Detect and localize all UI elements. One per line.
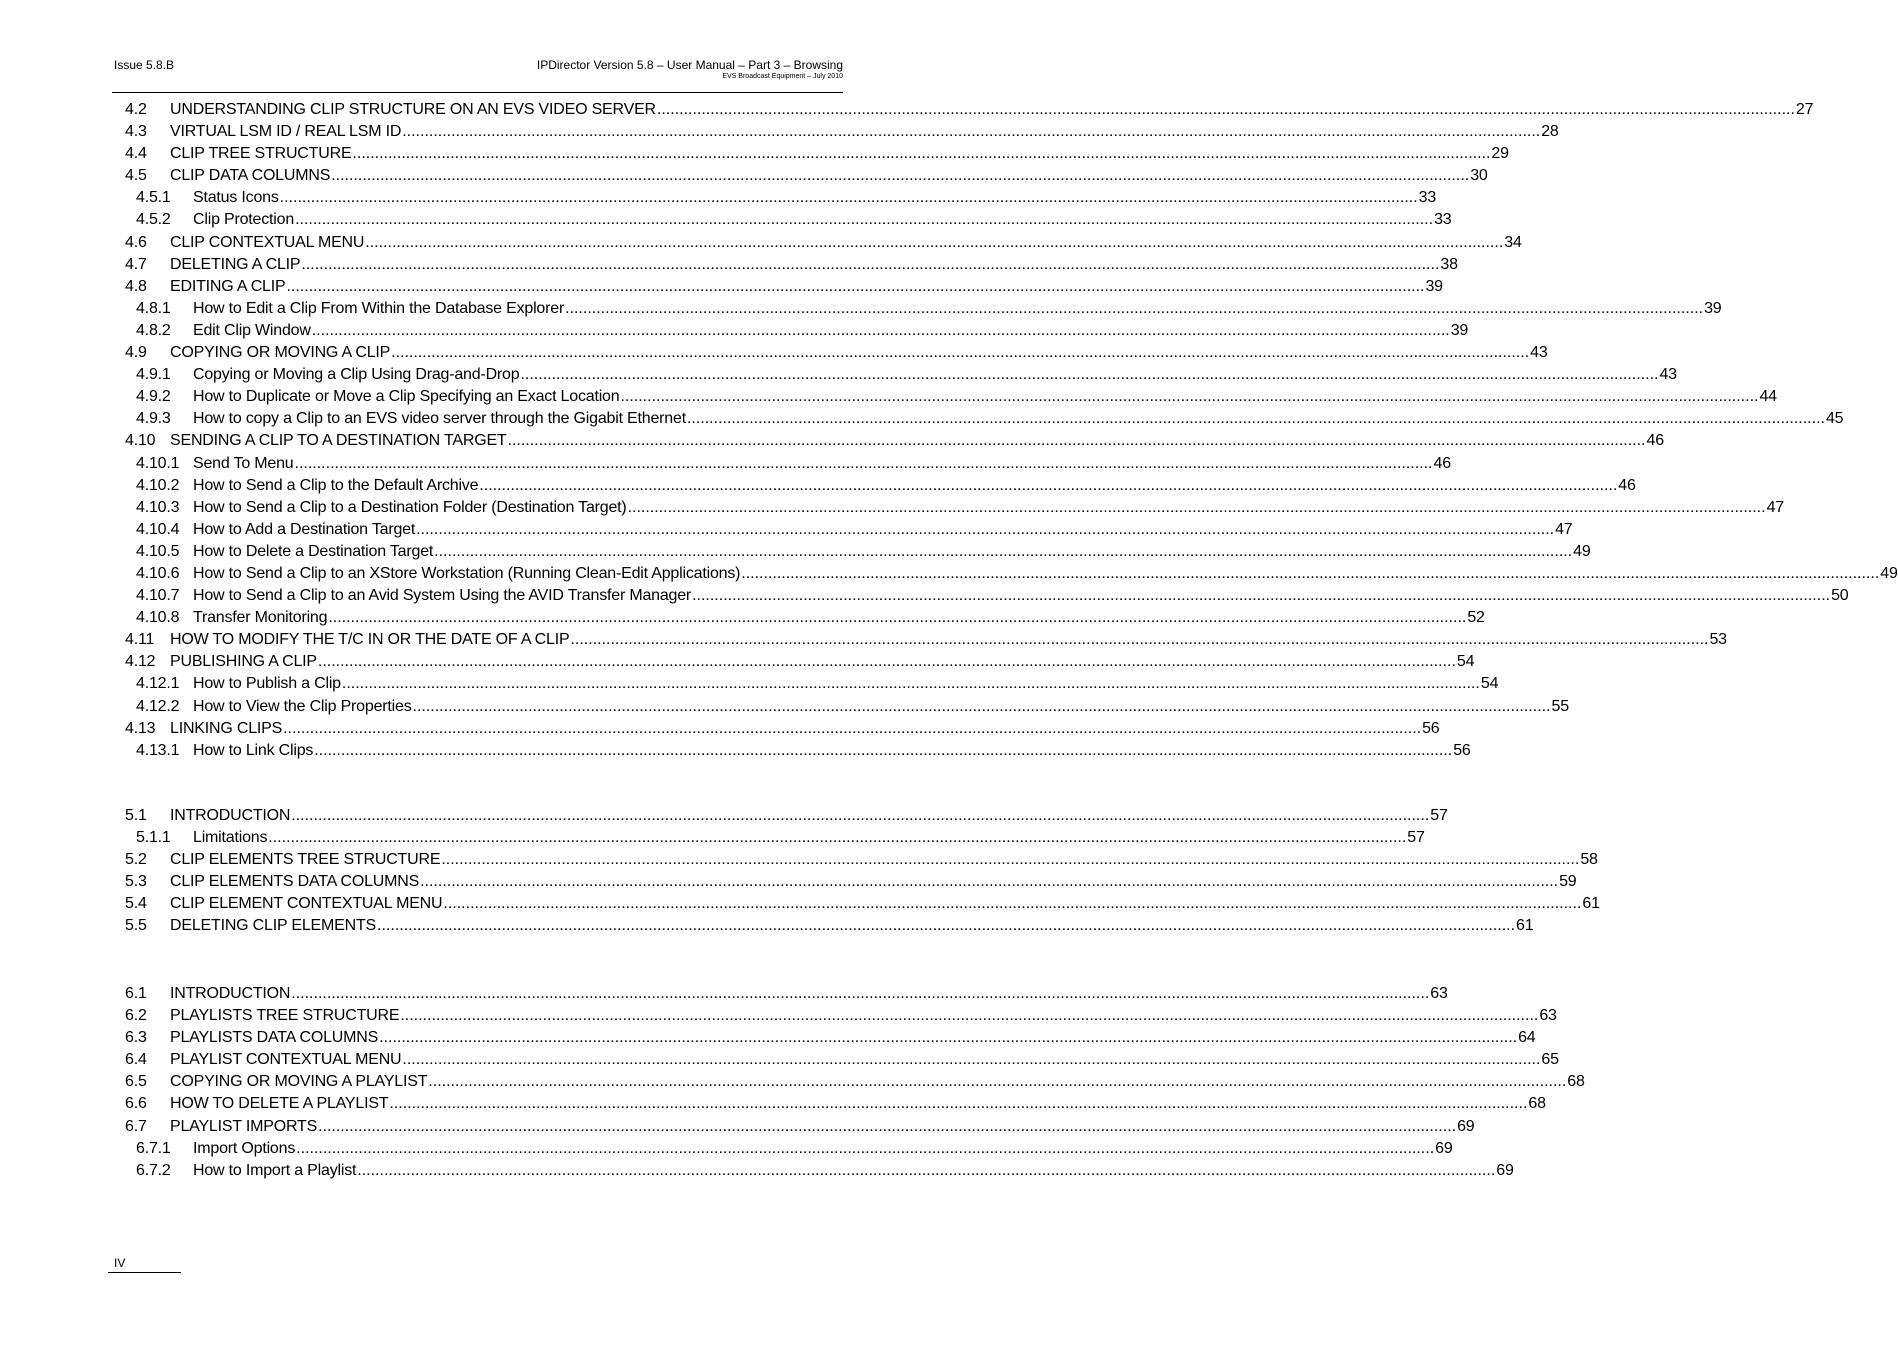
toc-entry-page: 39 [1704,299,1722,317]
toc-entry-page: 59 [1559,873,1577,891]
toc-dot-leader [565,300,1703,318]
toc-entry-number: 4.6 [125,233,147,251]
toc-entry-page: 39 [1450,321,1469,339]
toc-entry-page: 33 [1418,189,1437,207]
toc-dot-leader [328,609,1466,627]
toc-entry-page: 58 [1580,851,1598,869]
toc-entry-number: 4.4 [125,145,147,163]
toc-entry[interactable] [125,653,1475,675]
toc-entry-number: 6.7.2 [136,1161,171,1179]
toc-entry-page: 63 [1539,1007,1557,1025]
toc-entry-page: 49 [1880,564,1898,582]
toc-entry-number: 4.9.2 [136,388,171,406]
toc-entry-number: 4.10.5 [136,542,180,560]
toc-entry-page: 44 [1759,388,1777,406]
toc-entry[interactable] [125,1117,1475,1140]
toc-entry-title: EDITING A CLIP [170,277,286,295]
toc-entry-title: HOW TO MODIFY THE T/C IN OR THE DATE OF A CLIP [170,631,570,649]
toc-entry-title: PLAYLIST IMPORTS [170,1117,318,1135]
toc-entry-title: LINKING CLIPS [170,719,283,737]
toc-section-5 [125,807,1600,940]
toc-dot-leader [416,521,1554,539]
toc-entry-page: 69 [1435,1139,1453,1157]
toc-entry-page: 53 [1709,631,1727,649]
toc-dot-leader [391,344,1529,362]
toc-entry-number: 6.7 [125,1117,147,1135]
toc-entry[interactable] [125,189,1437,211]
toc-entry-page: 50 [1831,587,1849,605]
toc-entry-page: 39 [1425,277,1443,295]
toc-entry-title: VIRTUAL LSM ID / REAL LSM ID [170,123,402,141]
toc-dot-leader [318,653,1456,671]
footer-rule [108,1272,181,1273]
toc-dot-leader [352,145,1490,163]
toc-entry-number: 4.10.3 [136,498,180,516]
toc-entry-page: 61 [1516,917,1534,935]
toc-entry-title: COPYING OR MOVING A PLAYLIST [170,1073,428,1091]
toc-dot-leader [295,211,1433,229]
toc-entry[interactable] [125,807,1448,829]
toc-dot-leader [741,565,1879,583]
toc-entry[interactable] [125,145,1509,167]
toc-entry-title: How to Add a Destination Target [193,520,416,538]
toc-entry-page: 68 [1567,1073,1585,1091]
footer-page-number: IV [114,1256,126,1270]
toc-entry[interactable] [125,344,1548,366]
toc-dot-leader [692,587,1830,605]
toc-entry-number: 4.12.2 [136,697,180,715]
toc-entry-title: Clip Protection [193,211,295,229]
toc-entry[interactable] [125,587,1849,609]
toc-entry[interactable] [125,1029,1536,1051]
toc-entry-page: 27 [1795,101,1814,118]
toc-entry-title: CLIP ELEMENT CONTEXTUAL MENU [170,895,443,913]
toc-entry[interactable] [125,985,1448,1007]
toc-entry-page: 54 [1456,653,1475,671]
toc-dot-leader [389,1095,1527,1113]
toc-dot-leader [291,807,1429,825]
toc-dot-leader [342,675,1480,693]
toc-entry[interactable] [125,1161,1514,1184]
toc-entry-number: 5.2 [125,851,147,869]
toc-dot-leader [312,322,1450,340]
toc-entry[interactable] [125,476,1636,499]
toc-entry-page: 69 [1457,1117,1475,1135]
toc-entry-number: 4.12 [125,653,156,671]
toc-dot-leader [479,477,1617,495]
toc-entry-page: 46 [1618,476,1636,494]
toc-entry[interactable] [125,498,1784,521]
toc-entry-page: 56 [1453,741,1471,759]
toc-entry[interactable] [125,1051,1559,1073]
toc-entry-title: How to Link Clips [193,741,314,759]
toc-entry-number: 6.4 [125,1051,147,1069]
toc-entry-page: 45 [1825,410,1844,428]
toc-dot-leader [291,985,1429,1003]
toc-entry-number: 4.13.1 [136,741,180,759]
toc-entry-page: 65 [1541,1051,1559,1069]
toc-entry-page: 61 [1582,895,1600,913]
toc-entry-title: PLAYLISTS DATA COLUMNS [170,1029,379,1047]
toc-entry[interactable] [125,697,1569,720]
toc-entry-page: 47 [1555,520,1573,538]
toc-dot-leader [420,873,1558,891]
toc-entry-title: CLIP TREE STRUCTURE [170,145,352,163]
toc-entry-title: How to copy a Clip to an EVS video server through the Gigabit Ethernet [193,410,686,428]
toc-entry-number: 4.7 [125,255,147,273]
toc-entry-number: 4.8.1 [136,299,171,317]
toc-dot-leader [400,1007,1538,1025]
toc-dot-leader [402,123,1540,141]
toc-entry-title: Copying or Moving a Clip Using Drag-and-Drop [193,366,520,384]
toc-entry-title: UNDERSTANDING CLIP STRUCTURE ON AN EVS VIDEO SERVER [170,101,656,118]
toc-entry-title: CLIP CONTEXTUAL MENU [170,233,365,251]
toc-entry[interactable] [125,321,1469,344]
toc-entry[interactable] [125,609,1485,631]
toc-entry[interactable] [125,233,1522,256]
toc-entry[interactable] [125,829,1425,851]
header-document-title: IPDirector Version 5.8 – User Manual – Part 3 – Browsing [536,58,843,72]
toc-dot-leader [628,499,1766,517]
toc-dot-leader [331,167,1469,185]
toc-entry-title: Send To Menu [193,454,294,472]
toc-entry-page: 29 [1491,145,1509,163]
toc-entry-number: 5.1 [125,807,147,824]
header-title-block [537,58,843,82]
toc-entry-number: 4.10.1 [136,454,180,472]
toc-entry-title: SENDING A CLIP TO A DESTINATION TARGET [170,432,507,450]
toc-entry-title: How to Publish a Clip [193,675,341,693]
toc-entry-page: 38 [1440,255,1458,273]
toc-dot-leader [280,189,1418,207]
toc-entry[interactable] [125,873,1577,895]
toc-entry-page: 57 [1407,829,1425,847]
toc-entry[interactable] [125,851,1598,873]
toc-entry-title: How to Delete a Destination Target [193,542,434,560]
toc-entry-page: 43 [1530,344,1548,362]
toc-entry-title: INTRODUCTION [170,985,291,1002]
toc-dot-leader [301,256,1439,274]
toc-entry-page: 63 [1430,985,1448,1002]
toc-entry-number: 6.3 [125,1029,147,1047]
toc-entry-page: 30 [1470,167,1488,185]
toc-entry-number: 4.5.1 [136,189,171,207]
toc-entry-page: 55 [1551,697,1569,715]
toc-dot-leader [443,895,1581,913]
toc-entry-number: 6.6 [125,1095,147,1113]
toc-entry-title: How to Send a Clip to an XStore Workstation (Running Clean-Edit Applications) [193,564,741,582]
toc-entry-page: 57 [1430,807,1448,824]
toc-entry[interactable] [125,101,1814,123]
toc-entry[interactable] [125,542,1591,565]
toc-entry-title: How to Import a Playlist [193,1161,357,1179]
toc-entry-title: DELETING A CLIP [170,255,301,273]
toc-entry-number: 4.5.2 [136,211,171,229]
toc-entry-number: 4.8 [125,277,147,295]
toc-dot-leader [520,366,1658,384]
toc-entry-number: 4.13 [125,719,156,737]
toc-dot-leader [620,388,1758,406]
toc-entry[interactable] [125,388,1777,410]
toc-dot-leader [314,742,1452,760]
toc-entry-title: DELETING CLIP ELEMENTS [170,917,377,935]
toc-entry[interactable] [125,432,1664,454]
toc-entry-number: 4.10.6 [136,564,180,582]
toc-entry[interactable] [125,1139,1453,1162]
toc-entry[interactable] [125,299,1722,322]
toc-section-6 [125,985,1585,1184]
toc-entry-page: 28 [1541,123,1559,141]
toc-entry-title: PLAYLIST CONTEXTUAL MENU [170,1051,402,1069]
toc-entry[interactable] [125,1007,1557,1029]
toc-entry[interactable] [125,366,1677,388]
toc-entry-title: How to Send a Clip to an Avid System Using the AVID Transfer Manager [193,587,692,605]
toc-entry-page: 33 [1434,211,1452,229]
toc-dot-leader [402,1051,1540,1069]
header-rule [112,92,843,93]
toc-entry-title: COPYING OR MOVING A CLIP [170,344,391,362]
header-publisher: EVS Broadcast Equipment – July 2010 [722,73,843,80]
toc-entry[interactable] [125,277,1443,300]
toc-entry-page: 54 [1480,675,1499,693]
toc-entry[interactable] [125,917,1534,939]
toc-section-4 [125,101,1898,764]
toc-dot-leader [295,455,1433,473]
toc-entry-title: How to Send a Clip to the Default Archive [193,476,479,494]
toc-entry-number: 4.9.3 [136,410,171,428]
toc-entry-title: How to Edit a Clip From Within the Database Explorer [193,299,565,317]
toc-entry-title: Status Icons [193,189,279,207]
toc-entry-number: 5.3 [125,873,147,891]
toc-entry-number: 6.5 [125,1073,147,1091]
toc-entry[interactable] [125,719,1440,742]
toc-entry-title: How to View the Clip Properties [193,697,412,715]
toc-dot-leader [508,432,1646,450]
toc-entry-page: 56 [1422,719,1440,737]
header-issue: Issue 5.8.B [114,58,175,72]
toc-entry-title: PUBLISHING A CLIP [170,653,317,671]
toc-entry[interactable] [125,895,1600,917]
toc-entry-title: CLIP ELEMENTS DATA COLUMNS [170,873,420,891]
toc-entry[interactable] [125,1095,1546,1117]
toc-entry-number: 4.10 [125,432,156,450]
toc-entry-number: 4.2 [125,101,147,118]
toc-dot-leader [687,410,1825,428]
toc-entry[interactable] [125,675,1499,697]
toc-entry[interactable] [125,123,1559,145]
toc-entry[interactable] [125,410,1844,432]
toc-entry[interactable] [125,454,1451,477]
toc-entry-number: 6.2 [125,1007,147,1025]
toc-entry-title: CLIP DATA COLUMNS [170,167,331,185]
toc-entry-number: 5.4 [125,895,147,913]
toc-entry-number: 5.5 [125,917,147,935]
toc-dot-leader [357,1162,1495,1180]
toc-entry[interactable] [125,741,1471,764]
toc-entry-number: 4.10.2 [136,476,180,494]
toc-entry-number: 6.7.1 [136,1139,171,1157]
toc-entry-number: 4.9.1 [136,366,171,384]
toc-entry-number: 5.1.1 [136,829,171,847]
toc-entry-title: Transfer Monitoring [193,609,328,627]
toc-entry-page: 46 [1646,432,1664,450]
toc-dot-leader [318,1118,1456,1136]
toc-entry[interactable] [125,255,1458,278]
toc-dot-leader [296,1140,1434,1158]
toc-entry-page: 68 [1528,1095,1546,1113]
toc-entry-number: 4.10.7 [136,587,180,605]
toc-entry-title: INTRODUCTION [170,807,291,824]
toc-dot-leader [413,698,1551,716]
toc-entry-title: HOW TO DELETE A PLAYLIST [170,1095,389,1113]
toc-entry-number: 4.8.2 [136,321,171,339]
toc-entry-number: 4.5 [125,167,147,185]
toc-dot-leader [570,631,1708,649]
toc-entry-number: 6.1 [125,985,147,1002]
toc-dot-leader [377,917,1515,935]
toc-entry[interactable] [125,167,1488,189]
toc-dot-leader [283,720,1421,738]
toc-entry-number: 4.11 [125,631,155,649]
toc-entry-title: CLIP ELEMENTS TREE STRUCTURE [170,851,441,869]
toc-entry-number: 4.10.4 [136,520,180,538]
toc-entry-page: 47 [1766,498,1784,516]
toc-dot-leader [428,1073,1566,1091]
toc-entry-page: 52 [1467,609,1485,627]
toc-dot-leader [286,278,1424,296]
toc-dot-leader [441,851,1579,869]
toc-dot-leader [268,829,1406,847]
toc-entry-page: 43 [1659,366,1677,384]
toc-entry-page: 69 [1496,1161,1514,1179]
toc-entry-page: 49 [1573,542,1591,560]
toc-entry-page: 64 [1518,1029,1536,1047]
toc-entry-title: How to Duplicate or Move a Clip Specifying an Exact Location [193,388,620,406]
toc-entry[interactable] [125,1073,1585,1095]
toc-entry-title: Limitations [193,829,268,847]
toc-dot-leader [365,234,1503,252]
toc-entry-number: 4.3 [125,123,147,141]
toc-entry-page: 34 [1504,233,1522,251]
toc-entry-title: Edit Clip Window [193,321,311,339]
toc-dot-leader [657,101,1795,119]
toc-entry[interactable] [125,564,1898,587]
toc-entry-number: 4.9 [125,344,147,362]
toc-entry[interactable] [125,631,1727,653]
toc-entry-title: PLAYLISTS TREE STRUCTURE [170,1007,400,1025]
toc-entry-title: Import Options [193,1139,296,1157]
toc-entry-page: 46 [1433,454,1451,472]
toc-dot-leader [379,1029,1517,1047]
toc-dot-leader [434,543,1572,561]
toc-entry-number: 4.12.1 [136,675,180,693]
toc-entry-number: 4.10.8 [136,609,180,627]
toc-entry[interactable] [125,520,1573,543]
toc-entry-title: How to Send a Clip to a Destination Folder (Destination Target) [193,498,627,516]
toc-entry[interactable] [125,211,1452,233]
